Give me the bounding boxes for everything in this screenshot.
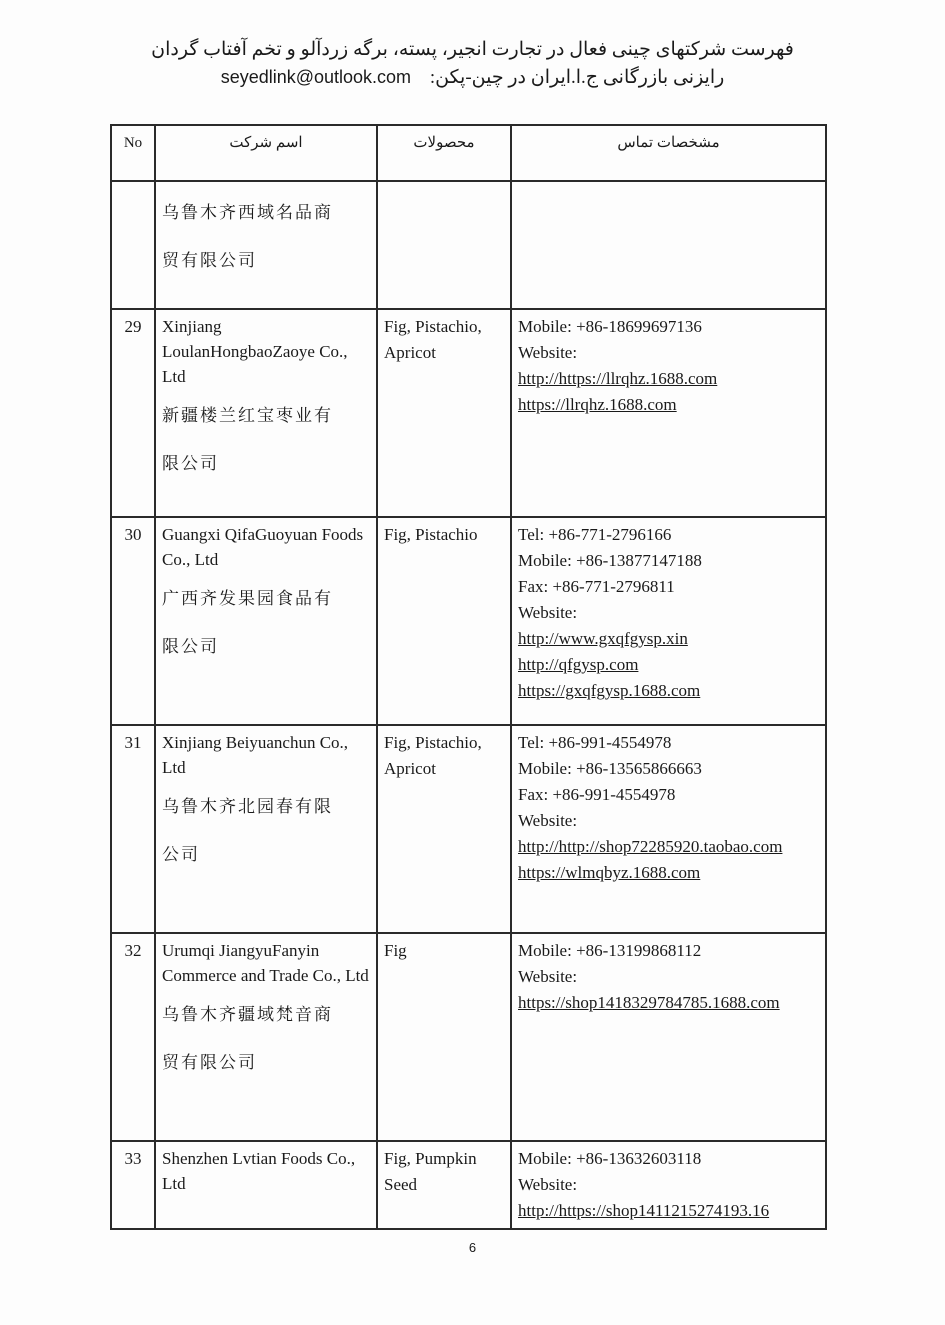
- contact-website-label: Website:: [518, 1175, 578, 1194]
- row-number: 33: [111, 1141, 155, 1229]
- company-name-cn: 限公司: [162, 454, 219, 474]
- website-link[interactable]: http://https://llrqhz.1688.com: [518, 369, 718, 388]
- company-table: [110, 124, 827, 1230]
- contact-website-label: Website:: [518, 811, 578, 830]
- products-cell: Fig, Pistachio, Apricot: [377, 725, 511, 933]
- company-name-cn: 限公司: [162, 637, 219, 657]
- products-cell: Fig, Pistachio: [377, 517, 511, 725]
- document-subtitle: [0, 66, 945, 89]
- contact-cell: [511, 309, 826, 517]
- row-number: 30: [111, 517, 155, 725]
- contact-mobile: Mobile: +86-13877147188: [518, 551, 702, 570]
- company-name-cn: 贸有限公司: [162, 1053, 257, 1073]
- company-name-en: Xinjiang LoulanHongbaoZaoye Co., Ltd: [162, 317, 348, 386]
- contact-cell: [511, 933, 826, 1141]
- page-number: 6: [468, 1240, 477, 1255]
- company-name-cell: [155, 309, 377, 517]
- website-link[interactable]: https://wlmqbyz.1688.com: [518, 863, 701, 882]
- website-link[interactable]: https://gxqfgysp.1688.com: [518, 681, 701, 700]
- table-row: [111, 933, 826, 1141]
- website-link[interactable]: http://www.gxqfgysp.xin: [518, 629, 688, 648]
- contact-tel: Tel: +86-771-2796166: [518, 525, 672, 544]
- row-number: 29: [111, 309, 155, 517]
- contact-fax: Fax: +86-991-4554978: [518, 785, 676, 804]
- company-name-cn: 乌鲁木齐疆域梵音商: [162, 1005, 333, 1025]
- contact-tel: Tel: +86-991-4554978: [518, 733, 672, 752]
- row-number: 32: [111, 933, 155, 1141]
- header-no: No: [111, 125, 155, 181]
- table-row: [111, 725, 826, 933]
- header-products: محصولات: [377, 125, 511, 181]
- office-label: رایزنی بازرگانی ج.ا.ایران در چین-پکن:: [429, 67, 725, 88]
- contact-email: seyedlink@outlook.com: [220, 67, 412, 87]
- company-name-cell: [155, 725, 377, 933]
- contact-website-label: Website:: [518, 603, 578, 622]
- row-number: [111, 181, 155, 309]
- contact-website-label: Website:: [518, 967, 578, 986]
- company-name-en: Guangxi QifaGuoyuan Foods Co., Ltd: [162, 525, 364, 569]
- products-cell: Fig: [377, 933, 511, 1141]
- website-link[interactable]: http://http://shop72285920.taobao.com: [518, 837, 783, 856]
- contact-cell: [511, 517, 826, 725]
- document-title: فهرست شرکتهای چینی فعال در تجارت انجیر، پسته، برگه زردآلو و تخم آفتاب گردان: [151, 39, 794, 60]
- website-link[interactable]: http://qfgysp.com: [518, 655, 639, 674]
- contact-mobile: Mobile: +86-13632603118: [518, 1149, 702, 1168]
- contact-mobile: Mobile: +86-18699697136: [518, 317, 702, 336]
- company-name-cn: 新疆楼兰红宝枣业有: [162, 406, 333, 426]
- contact-cell: [511, 1141, 826, 1229]
- company-name-cell: [155, 933, 377, 1141]
- company-name-cell: [155, 1141, 377, 1229]
- company-name-en: Xinjiang Beiyuanchun Co., Ltd: [162, 733, 349, 777]
- company-name-cell: [155, 181, 377, 309]
- table-header-row: [111, 125, 826, 181]
- contact-mobile: Mobile: +86-13199868112: [518, 941, 702, 960]
- table-row: [111, 181, 826, 309]
- company-name-en: Shenzhen Lvtian Foods Co., Ltd: [162, 1149, 356, 1193]
- contact-cell: [511, 725, 826, 933]
- contact-website-label: Website:: [518, 343, 578, 362]
- company-name-cn: 乌鲁木齐北园春有限: [162, 797, 333, 817]
- header-company-name: اسم شرکت: [155, 125, 377, 181]
- products-cell: Fig, Pumpkin Seed: [377, 1141, 511, 1229]
- contact-mobile: Mobile: +86-13565866663: [518, 759, 702, 778]
- company-name-cn: 乌鲁木齐西域名品商: [162, 203, 333, 223]
- company-name-cn: 贸有限公司: [162, 251, 257, 271]
- table-row: [111, 517, 826, 725]
- website-link[interactable]: http://https://shop1411215274193.16: [518, 1201, 770, 1220]
- table-row: [111, 309, 826, 517]
- contact-fax: Fax: +86-771-2796811: [518, 577, 675, 596]
- website-link[interactable]: https://llrqhz.1688.com: [518, 395, 677, 414]
- company-name-cn: 公司: [162, 845, 200, 865]
- company-name-cn: 广西齐发果园食品有: [162, 589, 333, 609]
- company-name-en: Urumqi JiangyuFanyin Commerce and Trade Co., Ltd: [162, 941, 369, 985]
- table-row: [111, 1141, 826, 1229]
- products-cell: [377, 181, 511, 309]
- products-cell: Fig, Pistachio, Apricot: [377, 309, 511, 517]
- contact-cell: [511, 181, 826, 309]
- row-number: 31: [111, 725, 155, 933]
- company-name-cell: [155, 517, 377, 725]
- website-link[interactable]: https://shop1418329784785.1688.com: [518, 993, 780, 1012]
- header-contact: مشخصات تماس: [511, 125, 826, 181]
